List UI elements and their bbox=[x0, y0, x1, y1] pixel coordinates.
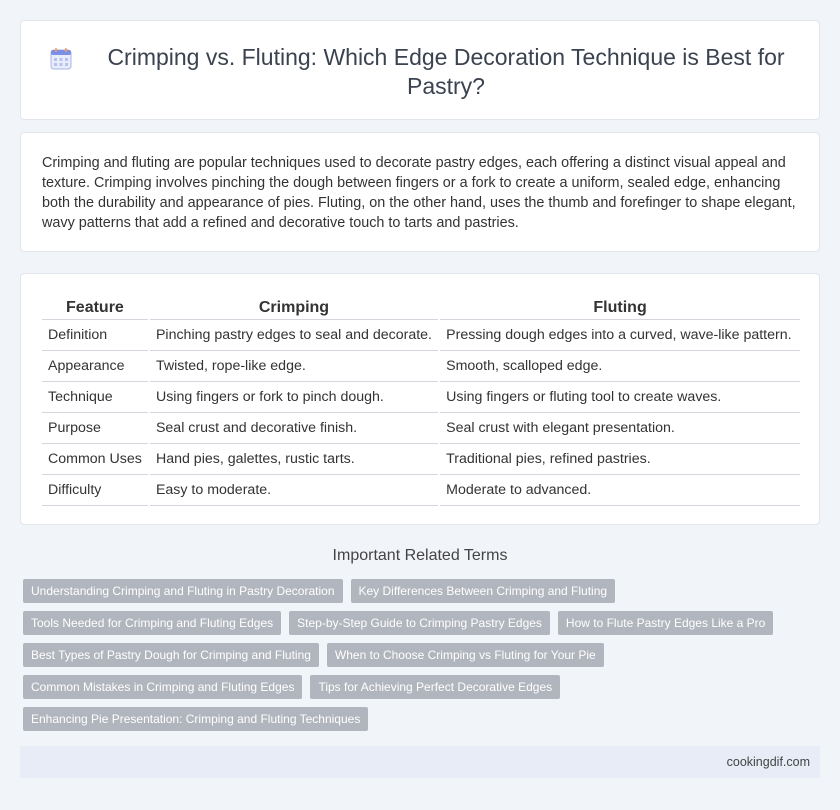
table-row bbox=[42, 413, 800, 444]
related-terms-list bbox=[23, 579, 803, 739]
table-row bbox=[42, 444, 800, 475]
fluting-cell: Traditional pies, refined pastries. bbox=[440, 444, 800, 475]
feature-cell: Purpose bbox=[42, 413, 148, 444]
related-term-tag[interactable]: How to Flute Pastry Edges Like a Pro bbox=[558, 611, 773, 635]
related-term-tag[interactable]: Key Differences Between Crimping and Fluting bbox=[351, 579, 616, 603]
feature-cell: Definition bbox=[42, 320, 148, 351]
comparison-table bbox=[42, 296, 800, 506]
related-term-tag[interactable]: Enhancing Pie Presentation: Crimping and Fluting Techniques bbox=[23, 707, 368, 731]
crimping-cell: Using fingers or fork to pinch dough. bbox=[150, 382, 438, 413]
feature-cell: Technique bbox=[42, 382, 148, 413]
fluting-cell: Using fingers or fluting tool to create waves. bbox=[440, 382, 800, 413]
crimping-cell: Easy to moderate. bbox=[150, 475, 438, 506]
table-row bbox=[42, 382, 800, 413]
tag-row bbox=[23, 707, 803, 739]
tag-row bbox=[23, 579, 803, 611]
tag-row bbox=[23, 611, 803, 643]
page-title: Crimping vs. Fluting: Which Edge Decoration Technique is Best for Pastry? bbox=[107, 44, 785, 99]
table-row bbox=[42, 351, 800, 382]
fluting-cell: Smooth, scalloped edge. bbox=[440, 351, 800, 382]
related-term-tag[interactable]: Step-by-Step Guide to Crimping Pastry Edges bbox=[289, 611, 550, 635]
related-term-tag[interactable]: Tips for Achieving Perfect Decorative Edges bbox=[310, 675, 560, 699]
comparison-card bbox=[20, 273, 820, 525]
header-fluting: Fluting bbox=[440, 296, 800, 320]
header-crimping: Crimping bbox=[150, 296, 438, 320]
intro-card bbox=[20, 132, 820, 252]
crimping-cell: Seal crust and decorative finish. bbox=[150, 413, 438, 444]
feature-cell: Appearance bbox=[42, 351, 148, 382]
crimping-cell: Pinching pastry edges to seal and decorate. bbox=[150, 320, 438, 351]
related-term-tag[interactable]: Common Mistakes in Crimping and Fluting Edges bbox=[23, 675, 302, 699]
footer bbox=[20, 746, 820, 778]
table-header-row bbox=[42, 296, 800, 320]
related-term-tag[interactable]: Tools Needed for Crimping and Fluting Edges bbox=[23, 611, 281, 635]
fluting-cell: Seal crust with elegant presentation. bbox=[440, 413, 800, 444]
related-term-tag[interactable]: When to Choose Crimping vs Fluting for Your Pie bbox=[327, 643, 604, 667]
tag-row bbox=[23, 643, 803, 675]
fluting-cell: Pressing dough edges into a curved, wave-like pattern. bbox=[440, 320, 800, 351]
crimping-cell: Twisted, rope-like edge. bbox=[150, 351, 438, 382]
feature-cell: Common Uses bbox=[42, 444, 148, 475]
header-feature: Feature bbox=[42, 296, 148, 320]
header-card bbox=[20, 20, 820, 120]
table-row bbox=[42, 320, 800, 351]
feature-cell: Difficulty bbox=[42, 475, 148, 506]
table-row bbox=[42, 475, 800, 506]
related-term-tag[interactable]: Best Types of Pastry Dough for Crimping and Fluting bbox=[23, 643, 319, 667]
related-term-tag[interactable]: Understanding Crimping and Fluting in Pastry Decoration bbox=[23, 579, 343, 603]
footer-site-link[interactable]: cookingdif.com bbox=[726, 755, 810, 769]
crimping-cell: Hand pies, galettes, rustic tarts. bbox=[150, 444, 438, 475]
related-terms-title: Important Related Terms bbox=[332, 547, 508, 564]
intro-paragraph: Crimping and fluting are popular techniques used to decorate pastry edges, each offering a distinct visual appeal and texture. Crimping involves pinching the dough between fingers or a fork to create a uniform, sealed edge, enhancing both the durability and appearance of pies. Fluting, on the other hand, uses the thumb and forefinger to shape elegant, wavy patterns that add a refined and decorative touch to tarts and pastries. bbox=[42, 155, 796, 231]
tag-row bbox=[23, 675, 803, 707]
fluting-cell: Moderate to advanced. bbox=[440, 475, 800, 506]
